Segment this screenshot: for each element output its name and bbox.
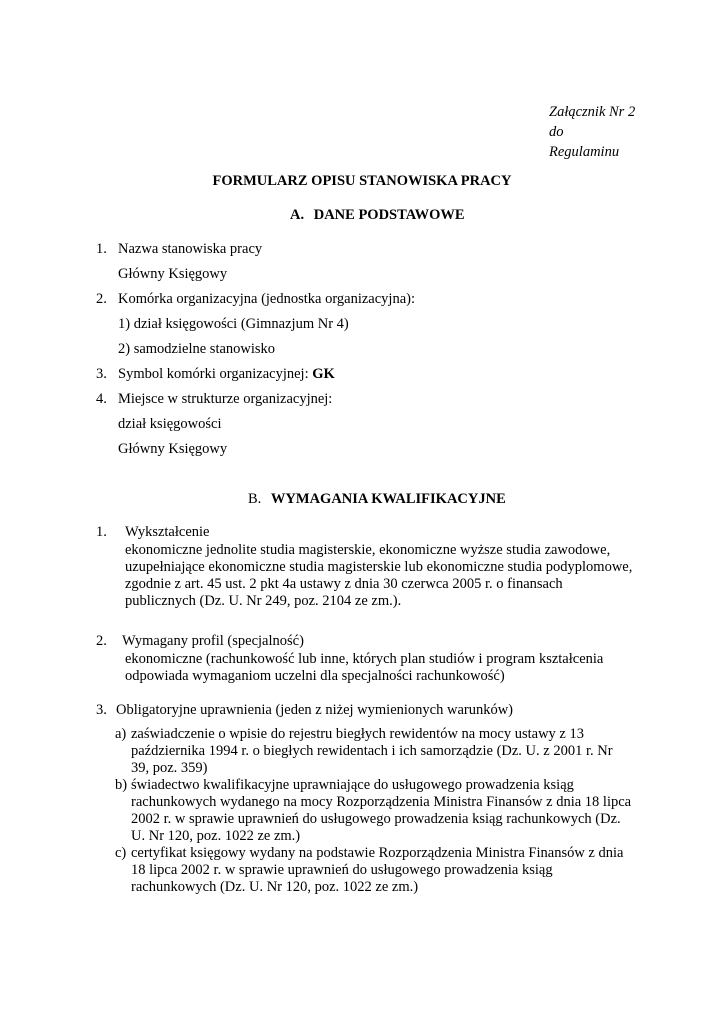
paragraph-line: uzupełniające ekonomiczne studia magisterskie lub ekonomiczne studia podyplomowe,: [125, 559, 633, 575]
annex-line: do: [549, 124, 564, 140]
item-value: dział księgowości: [118, 416, 222, 432]
option-line: 2002 r. w sprawie uprawnień do usługowego prowadzenia ksiąg rachunkowych (Dz.: [131, 811, 621, 827]
section-a-number: A.: [290, 207, 305, 223]
paragraph-line: publicznych (Dz. U. Nr 249, poz. 2104 ze zm.).: [125, 593, 402, 609]
paragraph-line: odpowiada wymaganiom uczelni dla specjalności rachunkowość): [125, 668, 505, 684]
item-number: 2.: [96, 291, 107, 307]
option-line: certyfikat księgowy wydany na podstawie Rozporządzenia Ministra Finansów z dnia: [131, 845, 624, 861]
annex-note: [549, 102, 635, 162]
item-number: 1.: [96, 524, 107, 540]
item-label: Nazwa stanowiska pracy: [118, 241, 263, 257]
section-b-title: WYMAGANIA KWALIFIKACYJNE: [270, 491, 506, 507]
item-number: 3.: [96, 366, 107, 382]
item-value: 2) samodzielne stanowisko: [118, 341, 276, 357]
item-label: Obligatoryjne uprawnienia (jeden z niżej wymienionych warunków): [116, 702, 514, 718]
item-value: 1) dział księgowości (Gimnazjum Nr 4): [118, 316, 349, 332]
item-number: 3.: [96, 702, 107, 718]
item-label: Komórka organizacyjna (jednostka organizacyjna):: [118, 291, 416, 307]
option-line: zaświadczenie o wpisie do rejestru biegłych rewidentów na mocy ustawy z 13: [131, 726, 584, 742]
item-value: Główny Księgowy: [118, 441, 228, 457]
item-label: Wymagany profil (specjalność): [122, 633, 304, 649]
item-label: Symbol komórki organizacyjnej:: [118, 366, 313, 382]
symbol-value: GK: [312, 366, 335, 382]
item-number: 4.: [96, 391, 107, 407]
item-label: Wykształcenie: [125, 524, 210, 540]
item-number: 1.: [96, 241, 107, 257]
item-value: Główny Księgowy: [118, 266, 228, 282]
option-line: października 1994 r. o biegłych rewidentach i ich samorządzie (Dz. U. z 2001 r. Nr: [131, 743, 613, 759]
item-number: 2.: [96, 633, 107, 649]
annex-line: Regulaminu: [549, 144, 620, 160]
option-line: rachunkowych (Dz. U. Nr 120, poz. 1022 ze zm.): [131, 879, 419, 895]
section-b-number: B.: [248, 491, 262, 507]
option-line: rachunkowych wydanego na mocy Rozporządzenia Ministra Finansów z dnia 18 lipca: [131, 794, 632, 810]
section-a-heading: [290, 206, 465, 224]
option-letter: a): [115, 726, 127, 742]
item-label-with-symbol: [118, 365, 335, 383]
item-label: Miejsce w strukturze organizacyjnej:: [118, 391, 333, 407]
section-b-heading: [248, 490, 506, 508]
option-line: 39, poz. 359): [131, 760, 208, 776]
option-line: świadectwo kwalifikacyjne uprawniające do usługowego prowadzenia ksiąg: [131, 777, 574, 793]
paragraph-line: zgodnie z art. 45 ust. 2 pkt 4a ustawy z dnia 30 czerwca 2005 r. o finansach: [125, 576, 563, 592]
option-line: U. Nr 120, poz. 1022 ze zm.): [131, 828, 301, 844]
paragraph-line: ekonomiczne (rachunkowość lub inne, których plan studiów i program kształcenia: [125, 651, 604, 667]
option-letter: c): [115, 845, 127, 861]
document-title: FORMULARZ OPISU STANOWISKA PRACY: [212, 173, 512, 189]
option-letter: b): [115, 777, 128, 793]
option-line: 18 lipca 2002 r. w sprawie uprawnień do usługowego prowadzenia ksiąg: [131, 862, 553, 878]
section-a-title: DANE PODSTAWOWE: [313, 207, 465, 223]
annex-line: Załącznik Nr 2: [549, 104, 636, 120]
paragraph-line: ekonomiczne jednolite studia magisterskie, ekonomiczne wyższe studia zawodowe,: [125, 542, 611, 558]
